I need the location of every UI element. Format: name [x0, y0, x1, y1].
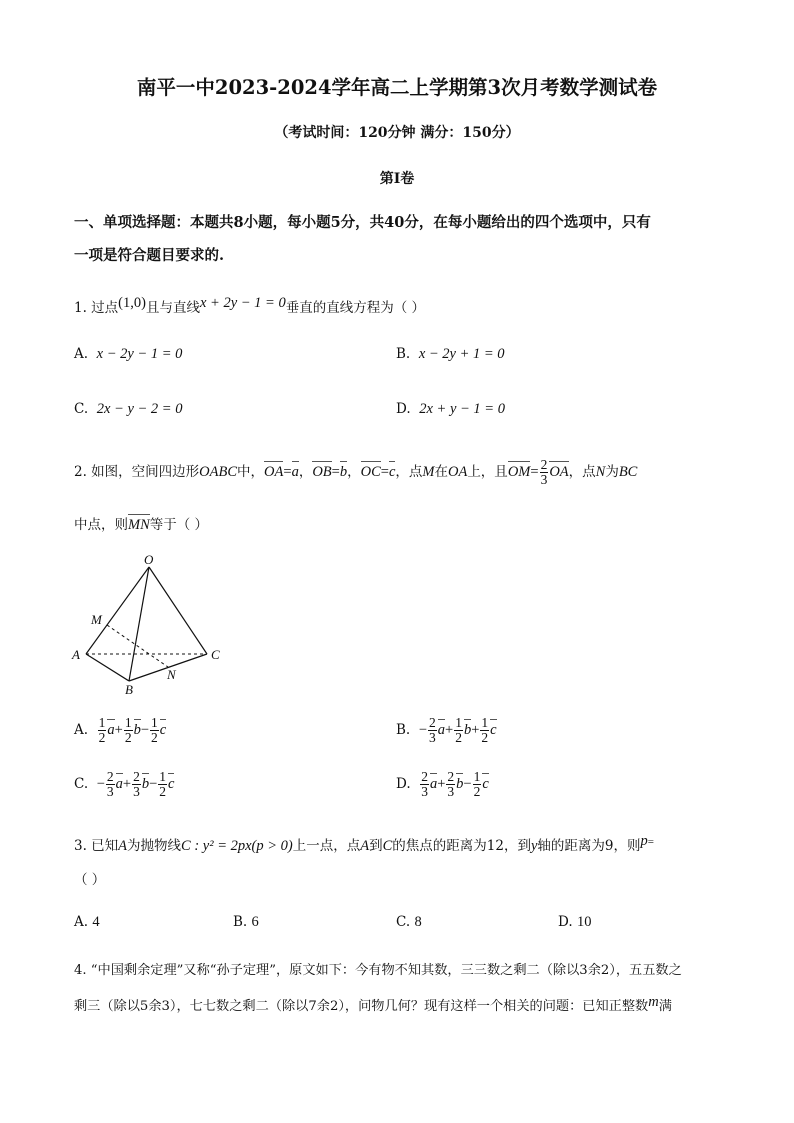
denominator: 2 [124, 730, 132, 745]
label-a: A [72, 647, 80, 662]
numerator: 1 [455, 715, 462, 730]
q3-option-b [233, 914, 259, 931]
question-4-line1: 4. “中国剩余定理”又称“孙子定理”，原文如下：今有物不知其数，三三数之剩二（除以3余2），五五数之 [74, 963, 682, 978]
edge-oc [149, 567, 207, 654]
vector-b: b [339, 464, 348, 480]
vector: b [456, 776, 464, 792]
label-c: C [211, 647, 220, 662]
numerator: 2 [106, 769, 114, 784]
numerator: 1 [481, 715, 489, 730]
option-label: B. [396, 722, 411, 738]
vector-oa: OA [264, 464, 284, 480]
q3-text: 到 [369, 838, 383, 854]
vector-c: c [388, 464, 396, 480]
coef [158, 770, 167, 799]
numerator: 2 [540, 457, 548, 472]
q3-option-c [396, 914, 422, 931]
vector: b [463, 722, 472, 738]
denominator: 2 [473, 784, 481, 799]
q4-text: 剩三（除以5余3），七七数之剩二（除以7余2），问物几何？现有这样一个相关的问题：已知正整数 [74, 999, 649, 1014]
axis-y: y [530, 838, 538, 854]
equals-sign: = [647, 836, 654, 848]
question-4-line2 [74, 994, 672, 1014]
option-label: A. [74, 722, 89, 738]
sign: − [418, 722, 427, 738]
denominator: 3 [447, 784, 455, 799]
coef [124, 716, 133, 745]
q3-text: 的焦点的距离为12，到 [392, 838, 531, 854]
question-3-line2: （ ） [74, 872, 106, 888]
q3-option-a [74, 914, 100, 931]
q3-text: 为抛物线 [127, 838, 182, 854]
coef [454, 716, 463, 745]
sign: + [122, 776, 132, 792]
option-text: 2x − y − 2 = 0 [96, 401, 183, 417]
vector: a [115, 776, 123, 792]
q3-option-d [558, 914, 591, 931]
vector: a [437, 722, 445, 738]
segment-oa: OA [447, 464, 468, 480]
option-text: 4 [92, 914, 100, 930]
q2-text: 中， [237, 464, 265, 480]
segment-bc: BC [618, 464, 638, 480]
section-heading-line2: 一项是符合题目要求的. [74, 247, 225, 264]
vector: b [141, 776, 150, 792]
numerator: 2 [133, 769, 140, 784]
q2-text: 2. 如图，空间四边形 [74, 464, 200, 480]
coef [132, 770, 141, 799]
denominator: 2 [98, 730, 106, 745]
coef [473, 770, 482, 799]
point-a: A [118, 838, 128, 854]
numerator: 2 [421, 769, 428, 784]
numerator: 2 [429, 715, 436, 730]
q1-prefix: 1. 过点 [74, 300, 119, 316]
q3-text: 3. 已知 [74, 838, 119, 854]
section-heading-line1: 一、单项选择题：本题共8小题，每小题5分，共40分，在每小题给出的四个选项中，只有 [74, 214, 651, 231]
coef [480, 716, 489, 745]
option-text: x − 2y + 1 = 0 [418, 346, 505, 362]
denominator: 2 [455, 730, 462, 745]
vector-oa-2: OA [549, 464, 569, 480]
numerator: 2 [447, 769, 455, 784]
option-label: B. [233, 914, 248, 930]
coef [428, 716, 437, 745]
q1-option-a [74, 346, 182, 363]
label-b: B [125, 682, 133, 697]
denominator: 3 [540, 472, 548, 487]
q2-option-b [396, 716, 497, 745]
denominator: 2 [481, 730, 489, 745]
option-label: D. [558, 914, 573, 930]
label-m: M [91, 612, 102, 627]
coef [98, 716, 107, 745]
vector-oc: OC [360, 464, 381, 480]
vector: c [159, 722, 167, 738]
coef [446, 770, 455, 799]
q3-text: 上一点，点 [292, 838, 361, 854]
variable-p: p [640, 833, 648, 849]
vector: c [490, 722, 497, 738]
denominator: 3 [106, 784, 114, 799]
q1-option-b [396, 346, 505, 363]
q1-point: (1,0) [118, 295, 146, 311]
q2-text: 上，且 [467, 464, 508, 480]
edge-oa [86, 567, 149, 654]
vector: c [482, 776, 489, 792]
vector-a: a [291, 464, 299, 480]
numerator: 1 [124, 715, 132, 730]
option-label: D. [396, 776, 411, 792]
fraction-two-thirds [540, 458, 549, 487]
coef [150, 716, 159, 745]
numerator: 1 [159, 769, 167, 784]
vector: a [429, 776, 438, 792]
denominator: 3 [421, 784, 428, 799]
exam-title: 南平一中2023-2024学年高二上学期第3次月考数学测试卷 [136, 76, 658, 99]
option-label: A. [74, 346, 89, 362]
q2-text: 中点，则 [74, 517, 128, 533]
parabola-equation: C : y² = 2px(p > 0) [181, 838, 293, 854]
option-label: C. [396, 914, 411, 930]
denominator: 2 [151, 730, 158, 745]
q2-text: 为 [605, 464, 619, 480]
denominator: 2 [159, 784, 167, 799]
q1-line-equation: x + 2y − 1 = 0 [199, 295, 286, 311]
option-label: C. [74, 401, 89, 417]
question-1 [74, 295, 425, 316]
option-label: C. [74, 776, 89, 792]
q2-option-c [74, 770, 174, 799]
q2-text: 在 [434, 464, 448, 480]
q2-text: ，点 [568, 464, 596, 480]
sign: − [96, 776, 105, 792]
q2-text: 等于（ ） [149, 517, 209, 533]
q4-text: 满 [658, 999, 672, 1014]
vector: c [168, 776, 175, 792]
option-label: D. [396, 401, 411, 417]
denominator: 3 [133, 784, 140, 799]
q1-mid: 且与直线 [145, 300, 200, 316]
question-3-line1 [74, 833, 654, 855]
sign: − [463, 776, 472, 792]
option-label: B. [396, 346, 411, 362]
coef [106, 770, 115, 799]
sign: + [445, 722, 454, 738]
curve-c: C [382, 838, 393, 854]
vector-om: OM [507, 464, 531, 480]
q1-option-c [74, 401, 182, 418]
option-text: 10 [576, 914, 592, 930]
sign: + [437, 776, 446, 792]
point-m: M [422, 464, 435, 480]
edge-ob [129, 567, 149, 681]
q2-text: ，点 [395, 464, 423, 480]
coef [420, 770, 429, 799]
volume-heading: 第I卷 [379, 171, 415, 187]
option-text: 6 [251, 914, 259, 930]
sign: + [114, 722, 123, 738]
denominator: 3 [429, 730, 436, 745]
tetrahedron-figure [66, 550, 236, 700]
q1-suffix: 垂直的直线方程为（ ） [285, 300, 425, 316]
variable-m: m [648, 994, 659, 1010]
vector: b [133, 722, 141, 738]
vector-ob: OB [312, 464, 332, 480]
label-n: N [167, 667, 176, 682]
option-text: 2x + y − 1 = 0 [419, 401, 505, 417]
vector: a [107, 722, 115, 738]
q1-option-d [396, 401, 505, 418]
question-2-line1: 2. 如图，空间四边形OABC中，OA=a，OB=b，OC=c，点M在OA上，且OM= $\frac{2}{3}$ OA，点N为BC [74, 457, 638, 487]
q3-text: 轴的距离为9，则 [537, 838, 641, 854]
q2-option-a [74, 716, 166, 745]
point-n: N [595, 464, 606, 480]
edge-ab [86, 654, 129, 681]
option-text: x − 2y − 1 = 0 [96, 346, 183, 362]
question-2-line2 [74, 513, 208, 534]
sign: − [140, 722, 150, 738]
vector-mn: MN [128, 517, 150, 533]
sign: + [471, 722, 480, 738]
option-label: A. [74, 914, 89, 930]
q2-oabc: OABC [199, 464, 238, 480]
sign: − [149, 776, 158, 792]
q2-option-d [396, 770, 489, 799]
numerator: 1 [151, 715, 158, 730]
option-text: 8 [414, 914, 422, 930]
exam-subtitle: （考试时间：120分钟 满分：150分） [274, 125, 520, 141]
numerator: 1 [98, 715, 106, 730]
numerator: 1 [473, 769, 481, 784]
label-o: O [144, 552, 154, 567]
point-a-2: A [360, 838, 370, 854]
